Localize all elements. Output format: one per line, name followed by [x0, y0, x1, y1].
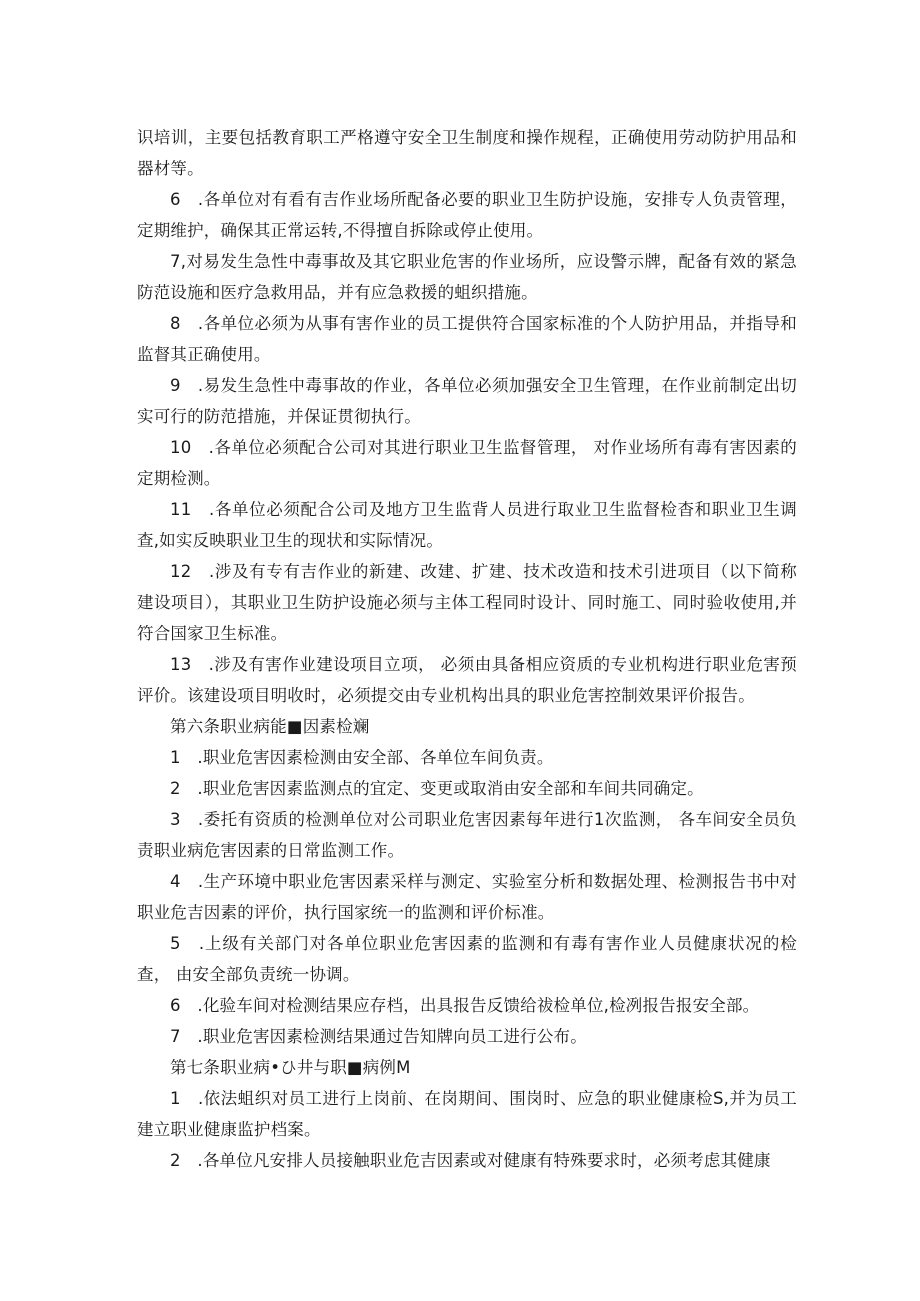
paragraph: 10 .各单位必须配合公司对其进行职业卫生监督管理， 对作业场所有毒有害因素的定期检测。	[137, 438, 797, 488]
paragraph: 7 .职业危害因素检测结果通过告知牌向员工进行公布。	[170, 1027, 587, 1046]
paragraph: 4 .生产环境中职业危害因素采样与测定、实验室分析和数据处理、检测报告书中对职业危吉因素的评价，执行国家统一的监测和评价标准。	[137, 872, 797, 922]
paragraph: 6 .化验车间对检测结果应存档，出具报告反馈给祓检单位,检冽报告报安全部。	[170, 996, 760, 1015]
paragraph: 1 .职业危害因素检测由安全部、各单位车间负责。	[170, 748, 554, 767]
paragraph: 2 .各单位凡安排人员接触职业危吉因素或对健康有特殊要求时，必须考虑其健康	[170, 1151, 771, 1170]
paragraph: 3 .委托有资质的检测单位对公司职业危害因素每年进行1次监测， 各车间安全员负责职业病危害因素的日常监测工作。	[137, 810, 797, 860]
paragraph: 识培训，主要包括教育职工严格遵守安全卫生制度和操作规程，正确使用劳动防护用品和器材等。	[137, 128, 797, 178]
document-page	[137, 122, 797, 1176]
paragraph: 7,对易发生急性中毒事故及其它职业危害的作业场所，应设警示牌，配备有效的紧急防范设施和医疗急救用品，并有应急救援的蛆织措施。	[137, 252, 797, 302]
paragraph: 11 .各单位必须配合公司及地方卫生监背人员进行取业卫生监督检杳和职业卫生调查,如实反映职业卫生的现状和实际情况。	[137, 500, 797, 550]
paragraph: 9 .易发生急性中毒事故的作业，各单位必须加强安全卫生管理，在作业前制定出切实可行的防范措施，并保证贯彻执行。	[137, 376, 797, 426]
paragraph: 2 .职业危害因素监测点的宜定、变更或取消由安全部和车间共同确定。	[170, 779, 704, 798]
section-heading: 第七条职业病•ひ井与职■病例M	[170, 1058, 411, 1077]
paragraph: 5 .上级有关部门对各单位职业危害因素的监测和有毒有害作业人员健康状况的检查， 由安全部负责统一协调。	[137, 934, 797, 984]
paragraph: 12 .涉及有专有吉作业的新建、改建、扩建、技术改造和技术引进项目（以下简称建设项目），其职业卫生防护设施必须与主体工程同时设计、同时施工、同时验收使用,并符合国家卫生标准。	[137, 562, 797, 643]
paragraph: 8 .各单位必须为从事有害作业的员工提供符合国家标准的个人防护用品，并指导和监督其正确使用。	[137, 314, 797, 364]
paragraph: 13 .涉及有害作业建设项目立项， 必须由具备相应资质的专业机构进行职业危害预评价。该建设项目明收时，必须提交由专业机构出具的职业危害控制效果评价报告。	[137, 655, 797, 705]
paragraph: 1 .依法蛆织对员工进行上岗前、在岗期间、围岗时、应急的职业健康检S,并为员工建立职业健康监护档案。	[137, 1089, 797, 1139]
section-heading: 第六条职业病能■因素检斓	[170, 717, 370, 736]
paragraph: 6 .各单位对有看有吉作业场所配备必要的职业卫生防护设施，安排专人负责管理，定期维护，确保其正常运转,不得擅自拆除或停止使用。	[137, 190, 797, 240]
